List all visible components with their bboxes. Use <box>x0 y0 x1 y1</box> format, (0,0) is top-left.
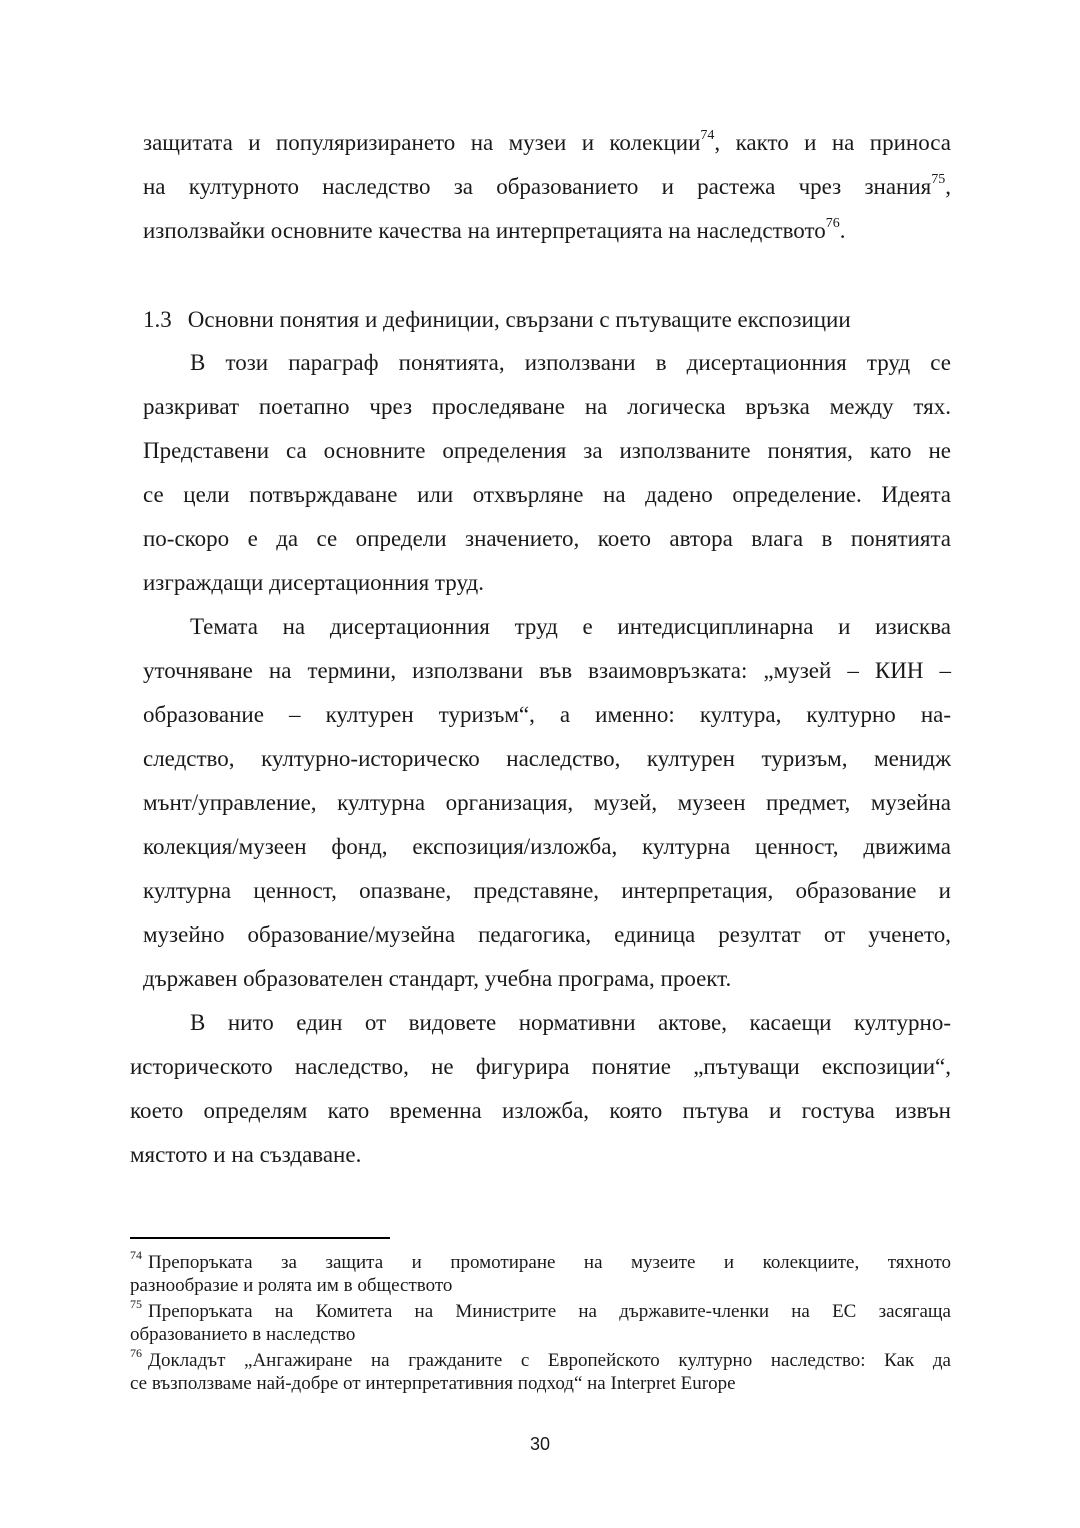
paragraph-1-line: разкриват поетапно чрез проследяване на логическа връзка между тях. <box>143 394 951 419</box>
paragraph-3-line: мястото и на създаване. <box>130 1142 362 1167</box>
footnote-ref-74[interactable]: 74 <box>700 128 715 144</box>
intro-line-1: защитата и популяризирането на музеи и колекции$^{74}$, както и на приноса <box>143 128 951 155</box>
paragraph-3-line: историческото наследство, не фигурира понятие „пътуващи експозиции“, <box>130 1054 951 1079</box>
footnote-76-cont: се възползваме най-добре от интерпретативния подход“ на Interpret Europe <box>130 1373 736 1394</box>
paragraph-1-line: се цели потвърждаване или отхвърляне на дадено определение. Идеята <box>143 482 951 507</box>
paragraph-2-line: уточняване на термини, използвани във взаимовръзката: „музей – КИН – <box>143 658 951 683</box>
paragraph-2-line: колекция/музеен фонд, експозиция/изложба, културна ценност, движима <box>143 834 951 859</box>
paragraph-2-line: следство, културно-историческо наследство, културен туризъм, менидж <box>143 746 951 771</box>
paragraph-1-line: В този параграф понятията, използвани в дисертационния труд се <box>190 350 951 375</box>
footnote-number: 76 <box>130 1345 142 1360</box>
footnote-74-cont: разнообразие и ролята им в обществото <box>130 1275 453 1296</box>
intro-line-2: на културното наследство за образованието и растежа чрез знания$^{75}$, <box>143 172 951 199</box>
paragraph-2-line: държавен образователен стандарт, учебна програма, проект. <box>143 966 732 991</box>
paragraph-3-line: което определям като временна изложба, която пътува и гостува извън <box>130 1098 951 1123</box>
footnote-ref-75[interactable]: 75 <box>931 172 946 188</box>
paragraph-1-line: изграждащи дисертационния труд. <box>143 570 484 595</box>
footnote-75: $^{75}$ Препоръката на Комитета на Министрите на държавите-членки на ЕС засягаща <box>130 1296 951 1322</box>
footnote-76: $^{76}$ Докладът „Ангажиране на гражданите с Европейското културно наследство: Как да <box>130 1345 951 1371</box>
section-heading <box>143 306 851 334</box>
footnote-ref-76[interactable]: 76 <box>825 216 840 232</box>
paragraph-2-line: музейно образование/музейна педагогика, единица резултат от ученето, <box>143 922 951 947</box>
paragraph-2-line: образование – културен туризъм“, а именно: култура, културно на- <box>143 702 951 727</box>
footnote-number: 74 <box>130 1247 142 1262</box>
paragraph-1-line: по-скоро е да се определи значението, което автора влага в понятията <box>143 526 951 551</box>
paragraph-2-line: мънт/управление, културна организация, музей, музеен предмет, музейна <box>143 790 951 815</box>
page-number: 30 <box>529 1434 551 1454</box>
paragraph-2-line: Темата на дисертационния труд е интедисциплинарна и изисква <box>190 614 951 639</box>
paragraph-2-line: културна ценност, опазване, представяне, интерпретация, образование и <box>143 878 951 903</box>
footnote-74: $^{74}$ Препоръката за защита и промотиране на музеите и колекциите, тяхното <box>130 1247 951 1273</box>
intro-line-3: използвайки основните качества на интерпретацията на наследството$^{76}$. <box>143 216 846 243</box>
section-title: Основни понятия и дефиниции, свързани с пътуващите експозиции <box>187 307 851 332</box>
footnote-number: 75 <box>130 1296 142 1311</box>
paragraph-1-line: Представени са основните определения за използваните понятия, като не <box>143 438 951 463</box>
footnote-75-cont: образованието в наследство <box>130 1324 356 1345</box>
section-number: 1.3 <box>143 307 172 332</box>
footnote-separator <box>130 1237 390 1239</box>
paragraph-3-line: В нито един от видовете нормативни актове, касаещи културно- <box>190 1010 951 1035</box>
